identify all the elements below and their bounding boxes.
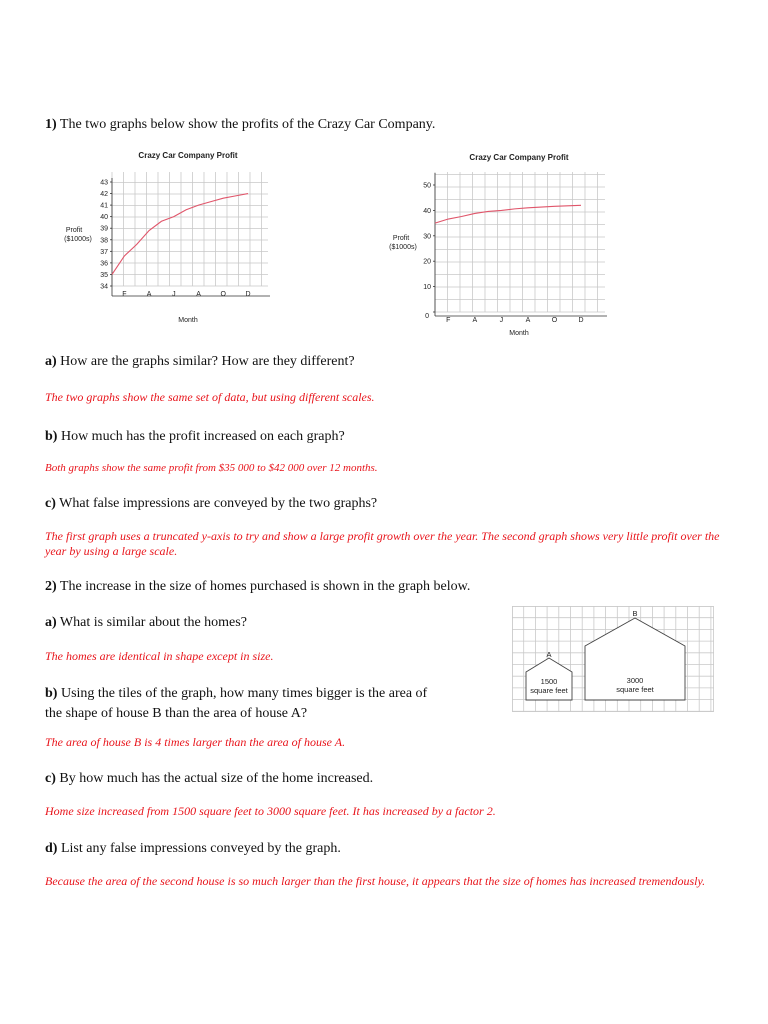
q2b-text-1: Using the tiles of the graph, how many times bigger is the area of [60,686,428,701]
q2d-text: List any false impressions conveyed by the graph. [60,841,341,856]
chart-1-ytick-label: 38 [100,237,108,245]
chart-1-ytick-label: 41 [100,202,108,210]
q1b-answer: Both graphs show the same profit from $35 000 to $42 000 over 12 months. [45,462,378,474]
q2a-answer: The homes are identical in shape except in size. [45,649,274,663]
chart-2-series-line [435,205,581,223]
chart-2-xtick-label: O [551,317,558,324]
house-b-label: B [632,609,638,618]
chart-2-xtick-label: J [499,317,504,324]
chart-2-xtick-label: D [578,317,584,324]
chart-2-xlabel: Month [509,330,529,337]
chart-1-xtick-label: A [196,291,201,298]
chart-1-ylabel-2: ($1000s) [64,236,92,243]
q2b-number: b) [45,686,58,701]
chart-1-xtick-label: D [245,291,251,298]
house-a-size: 1500 [540,677,558,686]
q1b-question [45,429,345,445]
chart-1-ytick-label: 37 [100,248,108,256]
q1c-text: What false impressions are conveyed by the two graphs? [59,496,378,511]
q1-text: The two graphs below show the profits of the Crazy Car Company. [59,117,436,132]
chart-2-ytick-label: 20 [423,258,431,266]
q1b-number: b) [45,429,58,444]
house-b-unit: square feet [616,685,654,694]
q2a-number: a) [45,615,57,630]
chart-1-truncated [60,148,275,328]
chart-2-ytick-label: 40 [423,207,431,215]
q2b-text-2: the shape of house B than the area of house A? [45,706,308,721]
chart-2-full-scale [385,148,625,343]
q2d-answer: Because the area of the second house is so much larger than the first house, it appears that the size of homes has increased tremendously. [45,874,706,888]
q2-heading [45,579,470,595]
chart-2-ytick-label: 30 [423,233,431,241]
q2c-number: c) [45,771,56,786]
chart-2-xtick-label: A [525,317,531,324]
chart-1-ytick-label: 39 [100,225,108,233]
chart-2-grid [435,172,605,312]
q1c-question [45,496,377,512]
chart-1-ytick-label: 43 [100,179,108,187]
chart-1-xtick-label: J [172,291,176,298]
q1a-number: a) [45,354,57,369]
chart-2-xtick-label: A [472,317,478,324]
q2-text: The increase in the size of homes purchased is shown in the graph below. [59,579,471,594]
q1a-answer: The two graphs show the same set of data, but using different scales. [45,390,375,404]
q1-heading [45,117,435,133]
chart-1-xtick-label: O [220,291,226,298]
q2a-text: What is similar about the homes? [59,615,247,630]
chart-2-ytick-label: 10 [423,284,431,292]
chart-1-ytick-label: 36 [100,260,108,268]
q2d-question [45,841,341,857]
q1a-text: How are the graphs similar? How are they different? [60,354,355,369]
q1c-answer: The first graph uses a truncated y-axis to try and show a large profit growth over the year. The second graph shows very little profit over the year by using a large scale. [45,529,720,558]
q2d-number: d) [45,841,58,856]
q2b-answer: The area of house B is 4 times larger than the area of house A. [45,735,346,749]
chart-1-xtick-label: A [146,291,152,298]
q2-number: 2) [45,579,57,594]
q1b-text: How much has the profit increased on each graph? [60,429,345,444]
house-a-unit: square feet [530,686,568,695]
q2c-question [45,771,373,787]
chart-1-xtick-label: F [122,291,127,298]
q2a-question [45,615,247,631]
chart-1-title: Crazy Car Company Profit [138,151,238,160]
chart-2-ylabel-2: ($1000s) [389,244,417,251]
chart-2-ylabel-1: Profit [392,235,410,242]
house-b-size: 3000 [626,676,644,685]
q2b-question [45,684,427,724]
chart-2-title: Crazy Car Company Profit [469,153,569,162]
house-a-label: A [546,650,552,659]
houses-diagram [512,606,714,712]
chart-1-ytick-label: 40 [100,214,108,222]
chart-2-ytick-label: 50 [423,182,431,190]
chart-1-ytick-label: 42 [100,191,108,199]
chart-1-grid [112,172,268,286]
q1c-number: c) [45,496,56,511]
chart-2-ytick-label: 0 [425,313,429,320]
chart-1-ylabel-1: Profit [65,227,83,234]
chart-2-xtick-label: F [446,317,451,324]
chart-1-ytick-label: 35 [100,271,108,279]
q2c-text: By how much has the actual size of the home increased. [59,771,374,786]
q1-number: 1) [45,117,57,132]
chart-1-xlabel: Month [178,317,198,324]
q2c-answer: Home size increased from 1500 square feet to 3000 square feet. It has increased by a factor 2. [45,804,496,818]
chart-1-ytick-label: 34 [100,283,108,291]
q1a-question [45,354,355,370]
